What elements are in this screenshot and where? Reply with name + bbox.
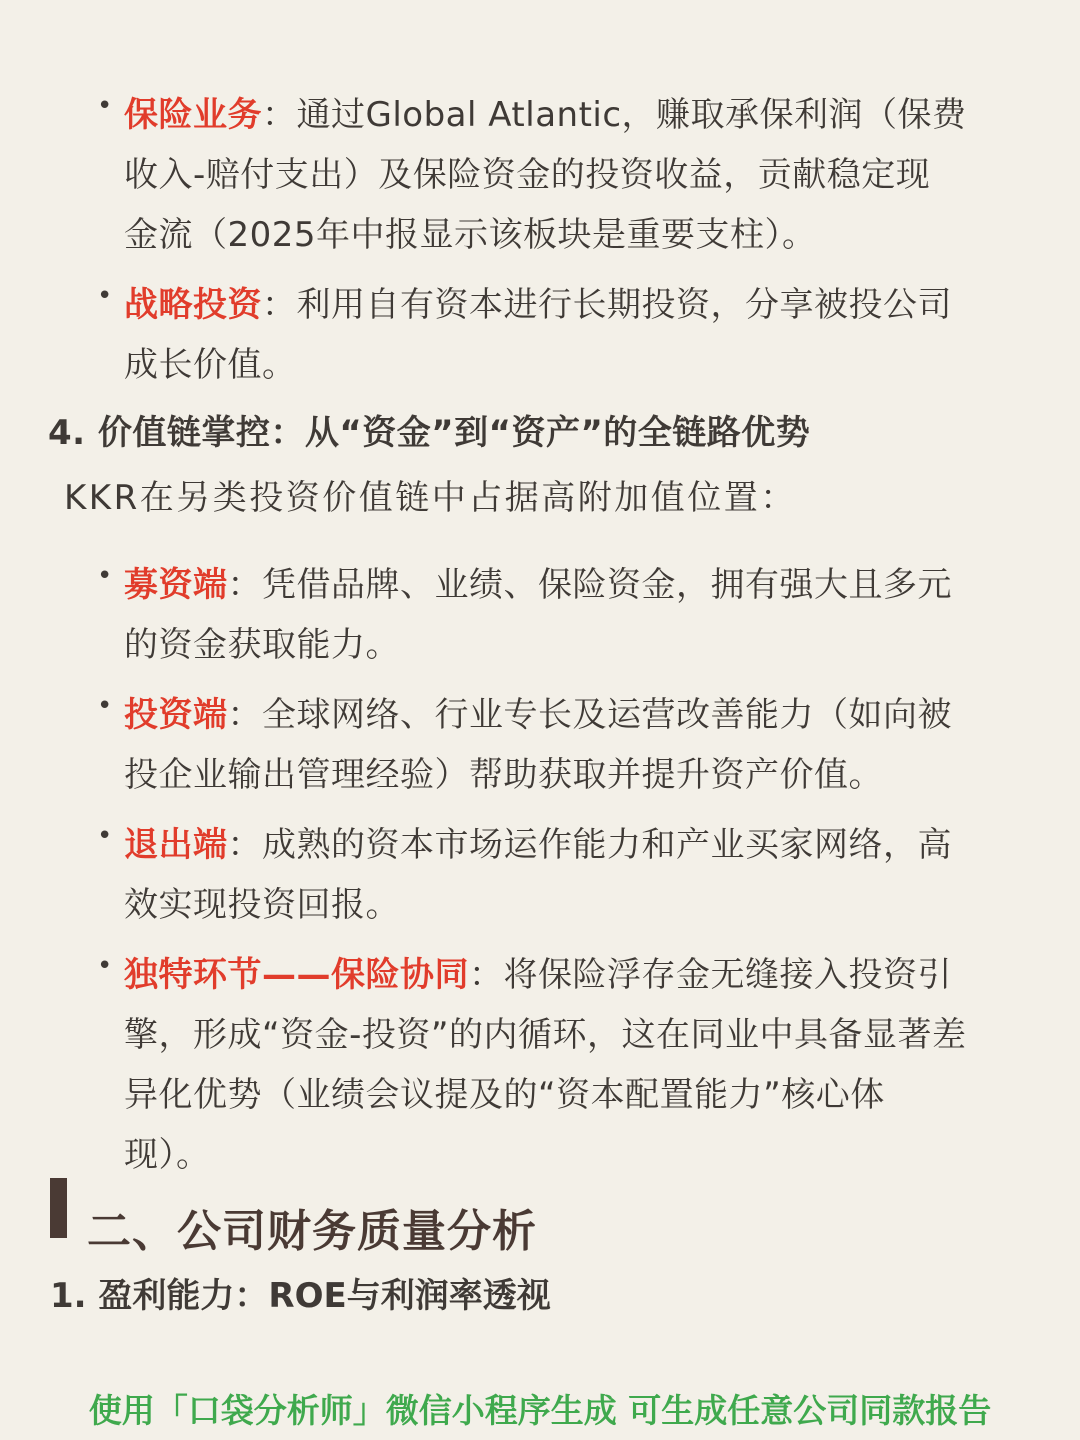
section-4-heading: 4. 价值链掌控：从“资金”到“资产”的全链路优势 <box>48 413 811 453</box>
bullet-label: 保险业务 <box>124 95 262 135</box>
section-4-intro: KKR在另类投资价值链中占据高附加值位置： <box>64 478 797 518</box>
bullet-text-line: 异化优势（业绩会议提及的“资本配置能力”核心体 <box>124 1075 885 1115</box>
section-title: 二、公司财务质量分析 <box>87 1206 537 1257</box>
bullet-label: 退出端 <box>124 825 228 865</box>
bullet-text-line: 擎，形成“资金-投资”的内循环，这在同业中具备显著差 <box>124 1015 967 1055</box>
bullet-text-line: 金流（2025年中报显示该板块是重要支柱）。 <box>124 215 817 255</box>
bullet-text-line: ：凭借品牌、业绩、保险资金，拥有强大且多元 <box>227 565 952 605</box>
bullet-dot-icon: • <box>97 821 113 851</box>
bullet-text-line: 收入-赔付支出）及保险资金的投资收益，贡献稳定现 <box>124 155 931 195</box>
footer-promo: 使用「口袋分析师」微信小程序生成 可生成任意公司同款报告 <box>88 1391 992 1430</box>
bullet-dot-icon: • <box>97 951 113 981</box>
bullet-label: 投资端 <box>124 695 228 735</box>
sub-heading: 1. 盈利能力：ROE与利润率透视 <box>50 1276 551 1316</box>
bullet-dot-icon: • <box>97 691 113 721</box>
bullet-text-line: ：全球网络、行业专长及运营改善能力（如向被 <box>227 695 952 735</box>
bullet-dot-icon: • <box>97 281 113 311</box>
bullet-text-line: 成长价值。 <box>124 345 297 385</box>
bullet-text-line: ：利用自有资本进行长期投资，分享被投公司 <box>262 285 952 325</box>
bullet-text-line: ：成熟的资本市场运作能力和产业买家网络，高 <box>227 825 952 865</box>
bullet-label: 募资端 <box>124 565 228 605</box>
bullet-text-line: 效实现投资回报。 <box>124 885 400 925</box>
bullet-text-line: 的资金获取能力。 <box>124 625 400 665</box>
bullet-text-line: ：将保险浮存金无缝接入投资引 <box>469 955 952 995</box>
bullet-text-line: ：通过Global Atlantic，赚取承保利润（保费 <box>262 95 967 135</box>
bullet-dot-icon: • <box>97 561 113 591</box>
bullet-label: 独特环节——保险协同 <box>124 955 469 995</box>
section-marker-bar <box>50 1178 67 1238</box>
bullet-text-line: 现）。 <box>124 1135 211 1175</box>
bullet-text-line: 投企业输出管理经验）帮助获取并提升资产价值。 <box>124 755 883 795</box>
bullet-dot-icon: • <box>97 91 113 121</box>
bullet-label: 战略投资 <box>124 285 262 325</box>
